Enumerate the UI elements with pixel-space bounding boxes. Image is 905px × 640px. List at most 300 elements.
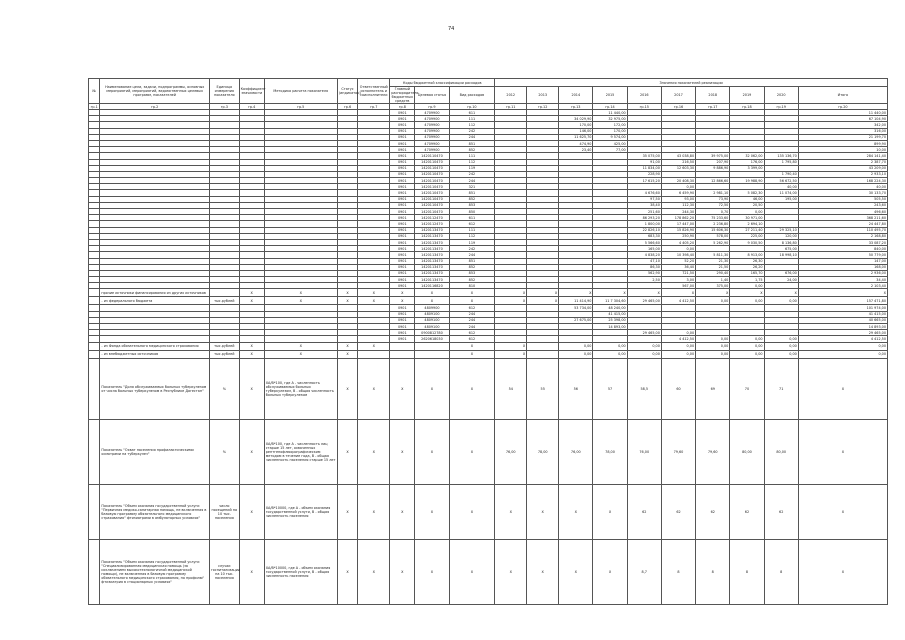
- value-cell: 675,00: [764, 246, 798, 252]
- indicator-vr-cell: Х: [449, 419, 495, 484]
- value-cell: 34,40: [798, 277, 887, 283]
- kbk-vr-cell: 119: [449, 239, 495, 245]
- value-cell: 29 465,00: [627, 330, 661, 336]
- indicator-status-cell: Х: [337, 358, 358, 419]
- kbk-cs-cell: 4709900: [415, 140, 449, 146]
- indicator-value-cell: 76,00: [495, 419, 527, 484]
- g-cell: [390, 342, 415, 350]
- value-cell: 0,00: [730, 209, 764, 215]
- regional-budget-row: [89, 297, 888, 305]
- header-year: 2014: [559, 87, 593, 104]
- kbk-cs-cell: 4809100: [415, 324, 449, 330]
- method-cell: Х: [264, 350, 337, 358]
- value-cell: Х: [527, 289, 559, 297]
- kbk-cs-cell: 1420110470: [415, 178, 449, 184]
- kbk-vr-cell: 111: [449, 153, 495, 159]
- indicator-g-cell: Х: [390, 539, 415, 604]
- indicator-value-cell: 62: [627, 484, 661, 539]
- kbk-cs-cell: 1420112470: [415, 215, 449, 221]
- kbk-vr-cell: 112: [449, 159, 495, 165]
- indicator-value-cell: Х: [798, 419, 887, 484]
- indicator-unit-cell: %: [209, 419, 239, 484]
- cs-cell: [415, 350, 449, 358]
- indicator-value-cell: Х: [798, 484, 887, 539]
- value-cell: 496,60: [798, 209, 887, 215]
- value-cell: 41 415,00: [593, 311, 627, 317]
- indicator-cs-cell: Х: [415, 358, 449, 419]
- value-cell: Х: [495, 289, 527, 297]
- value-cell: 0,00: [593, 350, 627, 358]
- header-total: Итого: [798, 87, 887, 104]
- header-coef: Коэффициент значимости: [239, 79, 264, 104]
- value-cell: 6 459,90: [661, 190, 695, 196]
- value-cell: 5 566,60: [627, 239, 661, 245]
- column-index-cell: гр.8: [390, 104, 415, 110]
- value-cell: 15 826,90: [661, 227, 695, 233]
- kbk-cs-cell: 1420113470: [415, 227, 449, 233]
- value-cell: 34 029,90: [559, 116, 593, 122]
- column-index-cell: гр.7: [358, 104, 390, 110]
- kbk-glrbs-cell: 0901: [390, 196, 415, 202]
- value-cell: 425,00: [593, 140, 627, 146]
- indicator-vr-cell: Х: [449, 539, 495, 604]
- indicator-value-cell: 62: [696, 484, 730, 539]
- kbk-vr-cell: 850: [449, 209, 495, 215]
- other-sources-row: [89, 289, 888, 297]
- value-cell: 14 893,00: [593, 324, 627, 330]
- value-cell: 284 141,40: [798, 153, 887, 159]
- header-year: 2015: [593, 87, 627, 104]
- value-cell: Х: [495, 350, 527, 358]
- value-cell: 30 133,70: [798, 190, 887, 196]
- value-cell: 2 981,10: [696, 190, 730, 196]
- value-cell: 676,00: [764, 270, 798, 276]
- kbk-vr-cell: 321: [449, 184, 495, 190]
- kbk-vr-cell: 852: [449, 147, 495, 153]
- unit-cell: [209, 289, 239, 297]
- value-cell: 27 675,00: [559, 317, 593, 323]
- kbk-glrbs-cell: 0901: [390, 159, 415, 165]
- unit-cell: тыс.рублей: [209, 297, 239, 305]
- value-cell: 91,00: [627, 159, 661, 165]
- indicator-value-cell: Х: [798, 358, 887, 419]
- header-unit: Единица измерения показателя: [209, 79, 239, 104]
- kbk-cs-cell: 1420110470: [415, 171, 449, 177]
- kbk-cs-cell: 1420113470: [415, 252, 449, 258]
- indicator-value-cell: 57: [593, 358, 627, 419]
- value-cell: 4 412,50: [798, 336, 887, 342]
- value-cell: 11 414,90: [559, 297, 593, 305]
- value-cell: 15 606,30: [696, 227, 730, 233]
- value-cell: 578,00: [696, 233, 730, 239]
- kbk-vr-cell: 810: [449, 283, 495, 289]
- kbk-vr-cell: 244: [449, 324, 495, 330]
- indicator-method-cell: ХА/В*10000, где А - объем оказания государственной услуги, В - общая численность населения: [264, 484, 337, 539]
- kbk-glrbs-cell: 0901: [390, 140, 415, 146]
- kbk-cs-cell: 1420110470: [415, 202, 449, 208]
- value-cell: 0,00: [661, 342, 695, 350]
- value-cell: Х: [696, 289, 730, 297]
- cs-cell: Х: [415, 297, 449, 305]
- kbk-glrbs-cell: 0901: [390, 336, 415, 342]
- header-status: Статус (индикатор): [337, 79, 358, 104]
- value-cell: 12 866,60: [696, 178, 730, 184]
- indicator-row: [89, 358, 888, 419]
- value-cell: 52,20: [661, 258, 695, 264]
- column-index-cell: гр.11: [495, 104, 527, 110]
- header-responsible: Ответственный исполнитель и соисполнители: [358, 79, 390, 104]
- indicator-value-cell: Х: [495, 484, 527, 539]
- indicator-value-cell: 55: [527, 358, 559, 419]
- kbk-glrbs-cell: 0901: [390, 233, 415, 239]
- indicator-value-cell: Х: [559, 484, 593, 539]
- value-cell: 0,00: [764, 297, 798, 305]
- kbk-vr-cell: 112: [449, 233, 495, 239]
- empty-cell: [89, 539, 100, 604]
- indicator-resp-cell: Х: [358, 358, 390, 419]
- value-cell: 0,00: [627, 342, 661, 350]
- indicator-cs-cell: Х: [415, 484, 449, 539]
- value-cell: 474,90: [559, 140, 593, 146]
- header-year: 2017: [661, 87, 695, 104]
- kbk-glrbs-cell: 0901: [390, 277, 415, 283]
- indicator-value-cell: 56: [559, 358, 593, 419]
- kbk-glrbs-cell: 0901: [390, 270, 415, 276]
- value-cell: 39 975,00: [696, 153, 730, 159]
- kbk-glrbs-cell: 0901: [390, 122, 415, 128]
- value-cell: 50 779,00: [798, 252, 887, 258]
- kbk-glrbs-cell: 0901: [390, 184, 415, 190]
- kbk-vr-cell: 242: [449, 128, 495, 134]
- indicator-value-cell: 80,00: [764, 419, 798, 484]
- indicator-value-cell: Х: [593, 484, 627, 539]
- kbk-cs-cell: 2620618030: [415, 336, 449, 342]
- indicator-vr-cell: Х: [449, 358, 495, 419]
- value-cell: 4 838,20: [627, 252, 661, 258]
- indicator-value-cell: 78,00: [527, 419, 559, 484]
- kbk-glrbs-cell: 0901: [390, 239, 415, 245]
- value-cell: 3 399,00: [730, 165, 764, 171]
- value-cell: 165,00: [627, 246, 661, 252]
- kbk-vr-cell: 853: [449, 202, 495, 208]
- indicator-status-cell: Х: [337, 539, 358, 604]
- value-cell: 1,75: [730, 277, 764, 283]
- indicator-value-cell: 8: [764, 539, 798, 604]
- value-cell: 0,00: [593, 342, 627, 350]
- empty-cell: [89, 289, 100, 297]
- value-cell: 683,30: [627, 233, 661, 239]
- value-cell: 20 408,30: [661, 178, 695, 184]
- value-cell: 567,00: [661, 283, 695, 289]
- value-cell: 19 988,90: [730, 178, 764, 184]
- column-index-cell: гр.6: [337, 104, 358, 110]
- indicator-value-cell: 62: [730, 484, 764, 539]
- value-cell: 157 471,80: [798, 297, 887, 305]
- value-cell: 316,00: [798, 128, 887, 134]
- page-number: 74: [448, 26, 455, 32]
- value-cell: [527, 342, 559, 350]
- value-cell: 5 082,30: [730, 190, 764, 196]
- value-cell: 0,00: [559, 342, 593, 350]
- empty-cell: [89, 484, 100, 539]
- value-cell: 1 800,00: [627, 221, 661, 227]
- coef-cell: Х: [239, 289, 264, 297]
- value-cell: 11 834,00: [627, 165, 661, 171]
- value-cell: 290,40: [696, 270, 730, 276]
- indicator-value-cell: 8: [661, 539, 695, 604]
- value-cell: 20,50: [730, 202, 764, 208]
- value-cell: 25 398,00: [593, 317, 627, 323]
- indicator-row: [89, 484, 888, 539]
- value-cell: 176,00: [730, 159, 764, 165]
- header-name: Наименование цели, задачи, подпрограммы, основных мероприятий, мероприятий, ведомственных целевых программ, показателей: [100, 79, 210, 104]
- value-cell: 147,00: [798, 258, 887, 264]
- value-cell: 4 676,60: [627, 190, 661, 196]
- indicator-name-cell: Показатель "Объем оказания государственной услуги "Первичная медико-санитарная помощь, не включенная в базовую программу обязательного медицинского страхования" фтизиатрами в амбулаторных условиях": [100, 484, 210, 539]
- value-cell: 135 136,70: [764, 153, 798, 159]
- value-cell: 9 574,00: [593, 134, 627, 140]
- kbk-cs-cell: 1420113470: [415, 233, 449, 239]
- kbk-glrbs-cell: 0901: [390, 283, 415, 289]
- value-cell: 165,70: [730, 270, 764, 276]
- column-index-cell: гр.1: [89, 104, 100, 110]
- value-cell: 4 412,50: [661, 336, 695, 342]
- value-cell: 77,00: [593, 147, 627, 153]
- value-cell: 342,00: [798, 122, 887, 128]
- value-cell: Х: [559, 289, 593, 297]
- indicator-coef-cell: Х: [239, 419, 264, 484]
- indicator-row: [89, 419, 888, 484]
- value-cell: 3,00: [661, 277, 695, 283]
- empty-cell: [89, 342, 100, 350]
- value-cell: 0,00: [696, 297, 730, 305]
- cs-cell: Х: [415, 289, 449, 297]
- kbk-glrbs-cell: 0901: [390, 147, 415, 153]
- kbk-glrbs-cell: 0901: [390, 202, 415, 208]
- resp-cell: Х: [358, 289, 390, 297]
- header-year: 2012: [495, 87, 527, 104]
- value-cell: Х: [730, 289, 764, 297]
- value-cell: 24 447,80: [798, 221, 887, 227]
- kbk-cs-cell: 4709900: [415, 134, 449, 140]
- value-cell: 17 615,20: [627, 178, 661, 184]
- column-index-cell: гр.3: [209, 104, 239, 110]
- header-year: 2018: [696, 87, 730, 104]
- value-cell: 0,00: [661, 350, 695, 358]
- value-cell: 10,00: [798, 147, 887, 153]
- value-cell: 75 233,60: [696, 215, 730, 221]
- status-cell: Х: [337, 289, 358, 297]
- value-cell: 0,00: [798, 342, 887, 350]
- coef-cell: Х: [239, 342, 264, 350]
- indicator-value-cell: 60: [661, 358, 695, 419]
- kbk-vr-cell: 111: [449, 227, 495, 233]
- value-cell: 120,00: [764, 233, 798, 239]
- value-cell: 32 975,00: [593, 116, 627, 122]
- value-cell: Х: [527, 297, 559, 305]
- kbk-vr-cell: 852: [449, 264, 495, 270]
- coef-cell: Х: [239, 297, 264, 305]
- kbk-glrbs-cell: 0901: [390, 221, 415, 227]
- indicator-value-cell: 80,00: [730, 419, 764, 484]
- resp-cell: Х: [358, 342, 390, 350]
- value-cell: 0,00: [696, 342, 730, 350]
- indicator-resp-cell: Х: [358, 484, 390, 539]
- row-name-cell: прочие источники финансирования из других источников: [100, 289, 210, 297]
- indicator-value-cell: 70: [730, 358, 764, 419]
- kbk-vr-cell: 112: [449, 122, 495, 128]
- kbk-vr-cell: 111: [449, 116, 495, 122]
- header-kbk-vr: Вид расходов: [449, 87, 495, 104]
- vr-cell: Х: [449, 350, 495, 358]
- value-cell: 29 465,00: [798, 330, 887, 336]
- indicator-row: [89, 539, 888, 604]
- column-index-cell: гр.10: [449, 104, 495, 110]
- resp-cell: [358, 350, 390, 358]
- value-cell: 67 104,90: [798, 116, 887, 122]
- unit-cell: тыс.рублей: [209, 350, 239, 358]
- column-index-cell: гр.14: [593, 104, 627, 110]
- kbk-glrbs-cell: 0901: [390, 264, 415, 270]
- value-cell: 251,60: [627, 209, 661, 215]
- vr-cell: Х: [449, 289, 495, 297]
- indicator-value-cell: 54: [495, 358, 527, 419]
- kbk-cs-cell: 4709900: [415, 116, 449, 122]
- value-cell: 168,00: [798, 264, 887, 270]
- value-cell: 40 665,00: [798, 317, 887, 323]
- kbk-cs-cell: 1420113470: [415, 277, 449, 283]
- extrabudget-row: [89, 350, 888, 358]
- indicator-coef-cell: Х: [239, 539, 264, 604]
- empty-cell: [89, 350, 100, 358]
- kbk-vr-cell: 612: [449, 305, 495, 311]
- indicator-value-cell: Х: [495, 539, 527, 604]
- indicator-value-cell: 76,00: [627, 419, 661, 484]
- status-cell: Х: [337, 297, 358, 305]
- value-cell: 21 199,70: [798, 134, 887, 140]
- column-index-cell: гр.19: [764, 104, 798, 110]
- header-num: №: [89, 79, 100, 104]
- header-kbk-cs: Целевая статья: [415, 87, 449, 104]
- value-cell: 0,00: [730, 350, 764, 358]
- value-cell: 40,00: [764, 184, 798, 190]
- value-cell: 168 224,30: [798, 178, 887, 184]
- value-cell: 0,00: [764, 336, 798, 342]
- indicator-value-cell: 8: [696, 539, 730, 604]
- value-cell: 22 826,10: [627, 227, 661, 233]
- value-cell: 32 062,00: [730, 153, 764, 159]
- kbk-cs-cell: 4809100: [415, 311, 449, 317]
- kbk-vr-cell: 852: [449, 277, 495, 283]
- empty-cell: [89, 297, 100, 305]
- value-cell: 225,00: [730, 233, 764, 239]
- value-cell: 93,00: [661, 196, 695, 202]
- resp-cell: Х: [358, 297, 390, 305]
- value-cell: 375,00: [696, 283, 730, 289]
- kbk-glrbs-cell: 0901: [390, 134, 415, 140]
- column-index-cell: гр.17: [696, 104, 730, 110]
- indicator-value-cell: Х: [527, 539, 559, 604]
- value-cell: 101 974,00: [798, 305, 887, 311]
- value-cell: 0,00: [661, 246, 695, 252]
- indicator-value-cell: 71: [764, 358, 798, 419]
- indicator-cs-cell: Х: [415, 419, 449, 484]
- indicator-value-cell: Х: [527, 484, 559, 539]
- kbk-cs-cell: 1420113470: [415, 239, 449, 245]
- value-cell: 4 412,50: [661, 297, 695, 305]
- value-cell: 2 236,80: [696, 221, 730, 227]
- value-cell: 2 103,40: [798, 283, 887, 289]
- kbk-cs-cell: 1420113470: [415, 264, 449, 270]
- value-cell: 48 240,00: [593, 305, 627, 311]
- value-cell: 0,00: [661, 184, 695, 190]
- value-cell: 207,90: [696, 159, 730, 165]
- kbk-vr-cell: 851: [449, 190, 495, 196]
- indicator-value-cell: 79,60: [696, 419, 730, 484]
- indicator-status-cell: Х: [337, 484, 358, 539]
- column-index-cell: гр.13: [559, 104, 593, 110]
- value-cell: 27 211,40: [730, 227, 764, 233]
- value-cell: 243,60: [798, 202, 887, 208]
- header-values-group: Значения показателей реализации: [495, 79, 888, 87]
- kbk-vr-cell: 851: [449, 140, 495, 146]
- kbk-glrbs-cell: 0901: [390, 116, 415, 122]
- kbk-glrbs-cell: 0901: [390, 258, 415, 264]
- value-cell: 170,00: [559, 122, 593, 128]
- value-cell: 2 933,10: [798, 171, 887, 177]
- value-cell: 24,00: [764, 277, 798, 283]
- kbk-cs-cell: 4709900: [415, 128, 449, 134]
- value-cell: 1 790,40: [764, 171, 798, 177]
- value-cell: 0,00: [730, 336, 764, 342]
- value-cell: 8 913,00: [730, 252, 764, 258]
- value-cell: 8 136,80: [764, 239, 798, 245]
- kbk-vr-cell: 853: [449, 270, 495, 276]
- value-cell: 146,00: [559, 128, 593, 134]
- value-cell: 4 405,20: [661, 239, 695, 245]
- g-cell: Х: [390, 297, 415, 305]
- indicator-name-cell: Показатель "Доля обслуживаемых больных туберкулезом от числа больных туберкулезом в Республике Дагестан": [100, 358, 210, 419]
- value-cell: 17 447,00: [661, 221, 695, 227]
- value-cell: Х: [593, 289, 627, 297]
- value-cell: Х: [661, 289, 695, 297]
- column-index-cell: гр.5: [264, 104, 337, 110]
- value-cell: 178 862,20: [661, 215, 695, 221]
- kbk-cs-cell: 4809900: [415, 305, 449, 311]
- column-index-cell: гр.12: [527, 104, 559, 110]
- value-cell: 43 209,00: [798, 165, 887, 171]
- kbk-glrbs-cell: 0901: [390, 165, 415, 171]
- kbk-glrbs-cell: 0901: [390, 153, 415, 159]
- method-cell: Х: [264, 297, 337, 305]
- value-cell: 721,50: [661, 270, 695, 276]
- value-cell: 1 795,80: [764, 159, 798, 165]
- value-cell: 9 886,90: [696, 165, 730, 171]
- indicator-value-cell: Х: [559, 539, 593, 604]
- kbk-vr-cell: 244: [449, 311, 495, 317]
- value-cell: 11 440,00: [798, 110, 887, 116]
- value-cell: 41 415,00: [798, 311, 887, 317]
- kbk-glrbs-cell: 0901: [390, 317, 415, 323]
- indicator-g-cell: Х: [390, 419, 415, 484]
- row-name-cell: - из федерального бюджета: [100, 297, 210, 305]
- value-cell: 368 211,60: [798, 215, 887, 221]
- value-cell: 110 495,70: [798, 227, 887, 233]
- value-cell: 0,00: [730, 297, 764, 305]
- program-indicators-table: [88, 78, 888, 605]
- kbk-cs-cell: 1420113470: [415, 270, 449, 276]
- kbk-cs-cell: 1420113470: [415, 258, 449, 264]
